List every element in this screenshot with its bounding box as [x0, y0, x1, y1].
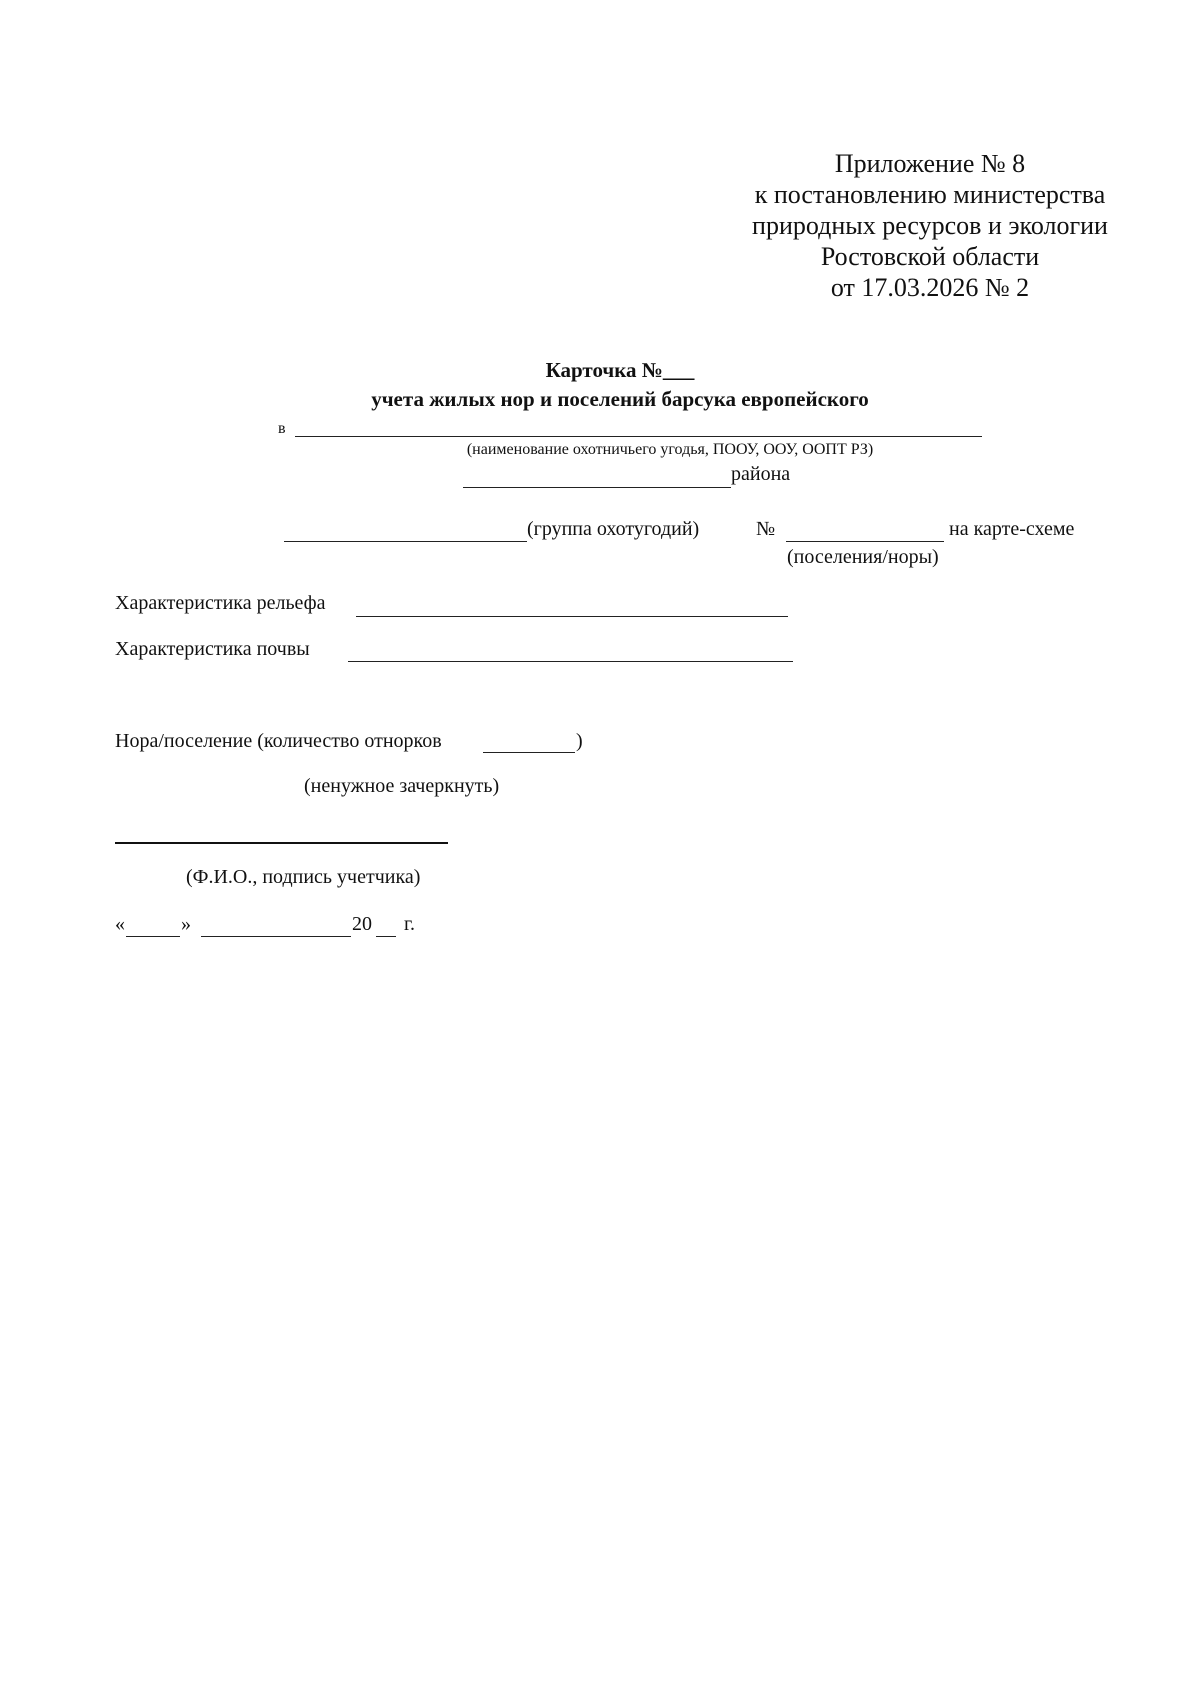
- date-day-field-line[interactable]: [126, 936, 180, 937]
- burrow-note: (ненужное зачеркнуть): [304, 775, 500, 797]
- date-open-quote: «: [115, 913, 125, 935]
- date-year-prefix: 20: [352, 913, 372, 935]
- appendix-header: [700, 148, 1160, 303]
- card-title-subject: учета жилых нор и поселений барсука европейского: [371, 387, 869, 411]
- card-title-number: Карточка №___: [545, 358, 695, 382]
- number-sign: №: [756, 518, 776, 540]
- relief-label: Характеристика рельефа: [115, 592, 326, 614]
- district-suffix: района: [731, 463, 791, 485]
- date-month-field-line[interactable]: [201, 936, 351, 937]
- date-close-quote: »: [181, 913, 191, 935]
- location-hint: (наименование охотничьего угодья, ПООУ, ООУ, ООПТ РЗ): [466, 441, 874, 458]
- appendix-decree: к постановлению министерства: [754, 180, 1106, 209]
- card-title: [300, 356, 940, 414]
- burrow-close-paren: ): [576, 730, 583, 752]
- group-label: (группа охотугодий): [527, 518, 700, 540]
- map-number-field-line[interactable]: [786, 541, 944, 542]
- group-field-line[interactable]: [284, 541, 527, 542]
- appendix-ministry: природных ресурсов и экологии: [752, 211, 1108, 240]
- soil-label: Характеристика почвы: [115, 638, 310, 660]
- map-suffix: на карте-схеме: [949, 518, 1075, 540]
- relief-field-line[interactable]: [356, 616, 788, 617]
- soil-field-line[interactable]: [348, 661, 793, 662]
- appendix-number: Приложение № 8: [834, 149, 1026, 178]
- appendix-region: Ростовской области: [820, 242, 1040, 271]
- burrow-count-field-line[interactable]: [483, 752, 575, 753]
- signature-hint: (Ф.И.О., подпись учетчика): [186, 866, 421, 888]
- location-field-line[interactable]: [295, 436, 982, 437]
- map-hint: (поселения/норы): [787, 546, 939, 568]
- date-year-suffix: г.: [404, 913, 415, 935]
- district-field-line[interactable]: [463, 487, 731, 488]
- burrow-text: Нора/поселение (количество отнорков: [115, 730, 442, 752]
- location-prefix: в: [278, 420, 286, 437]
- date-year-field-line[interactable]: [376, 936, 396, 937]
- signature-field-line[interactable]: [115, 842, 448, 844]
- appendix-date: от 17.03.2026 № 2: [830, 273, 1030, 302]
